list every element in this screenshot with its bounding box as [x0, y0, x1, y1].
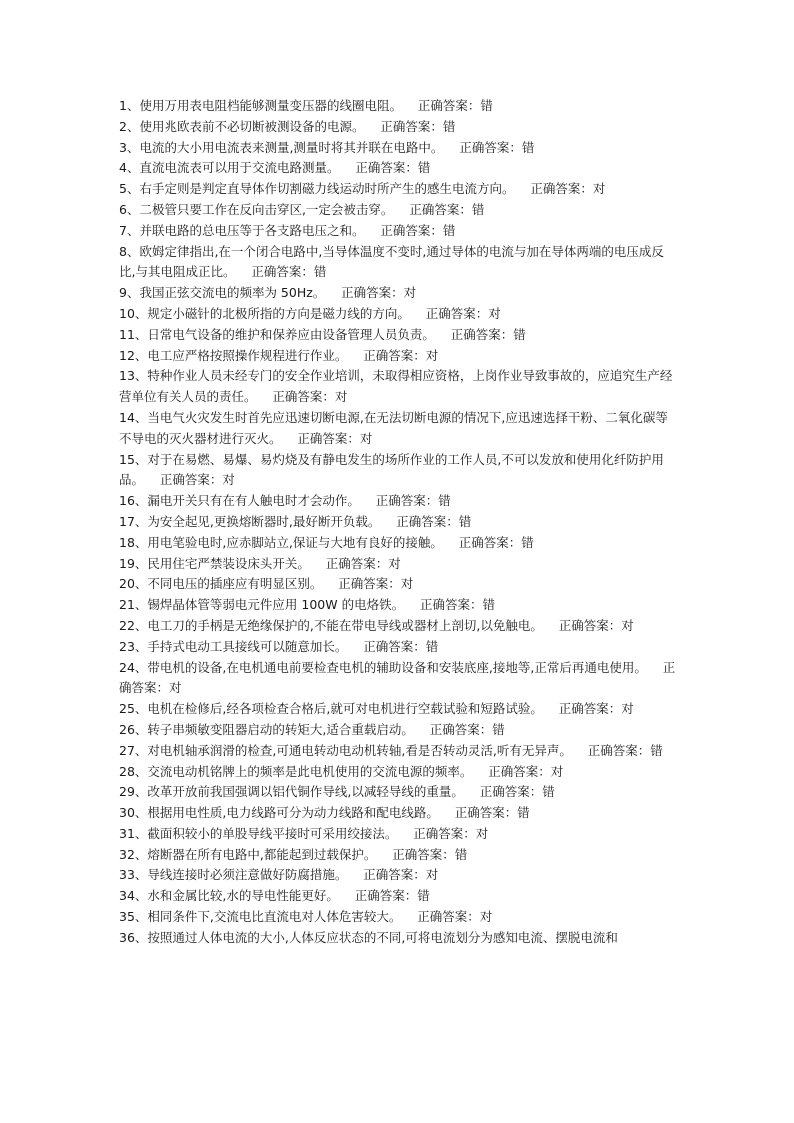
question-item: 32、熔断器在所有电路中,都能起到过载保护。 正确答案：错	[119, 846, 468, 862]
question-item: 4、直流电流表可以用于交流电路测量。 正确答案：错	[119, 160, 431, 176]
question-item: 15、对于在易燃、易爆、易灼烧及有静电发生的场所作业的工作人员,不可以发放和使用化纤防护用品。 正确答案：对	[119, 451, 664, 488]
question-item: 34、水和金属比较,水的导电性能更好。 正确答案：错	[119, 888, 430, 904]
question-item: 13、特种作业人员未经专门的安全作业培训，未取得相应资格，上岗作业导致事故的，应追究生产经营单位有关人员的责任。 正确答案：对	[119, 368, 673, 405]
question-item: 27、对电机轴承润滑的检查,可通电转动电动机转轴,看是否转动灵活,听有无异声。 正确答案：错	[119, 742, 663, 758]
question-item: 20、不同电压的插座应有明显区别。 正确答案：对	[119, 576, 414, 592]
question-item: 10、规定小磁针的北极所指的方向是磁力线的方向。 正确答案：对	[119, 305, 501, 321]
question-item: 23、手持式电动工具接线可以随意加长。 正确答案：错	[119, 638, 439, 654]
question-item: 25、电机在检修后,经各项检查合格后,就可对电机进行空载试验和短路试验。 正确答案：对	[119, 701, 634, 717]
question-item: 12、电工应严格按照操作规程进行作业。 正确答案：对	[119, 347, 439, 363]
question-item: 31、截面积较小的单股导线平接时可采用绞接法。 正确答案：对	[119, 825, 489, 841]
question-list	[119, 96, 679, 949]
question-item: 36、按照通过人体电流的大小,人体反应状态的不同,可将电流划分为感知电流、摆脱电流和	[119, 929, 618, 945]
question-item: 9、我国正弦交流电的频率为 50Hz。 正确答案：对	[119, 285, 417, 301]
question-item: 1、使用万用表电阻档能够测量变压器的线圈电阻。 正确答案：错	[119, 98, 493, 113]
question-item: 16、漏电开关只有在有人触电时才会动作。 正确答案：错	[119, 493, 451, 509]
question-item: 17、为安全起见,更换熔断器时,最好断开负载。 正确答案：错	[119, 513, 472, 529]
question-item: 19、民用住宅严禁装设床头开关。 正确答案：对	[119, 555, 401, 571]
question-item: 5、右手定则是判定直导体作切割磁力线运动时所产生的感生电流方向。 正确答案：对	[119, 181, 606, 197]
question-item: 8、欧姆定律指出,在一个闭合电路中,当导体温度不变时,通过导体的电流与加在导体两端的电压成反比,与其电阻成正比。 正确答案：错	[119, 243, 664, 280]
question-item: 21、锡焊晶体管等弱电元件应用 100W 的电烙铁。 正确答案：错	[119, 597, 495, 613]
question-item: 29、改革开放前我国强调以铝代铜作导线,以减轻导线的重量。 正确答案：错	[119, 784, 555, 800]
question-item: 33、导线连接时必须注意做好防腐措施。 正确答案：对	[119, 867, 439, 883]
question-item: 3、电流的大小用电流表来测量,测量时将其并联在电路中。 正确答案：错	[119, 139, 535, 155]
question-item: 18、用电笔验电时,应赤脚站立,保证与大地有良好的接触。 正确答案：错	[119, 534, 534, 550]
question-item: 28、交流电动机铭牌上的频率是此电机使用的交流电源的频率。 正确答案：对	[119, 763, 564, 779]
question-item: 24、带电机的设备,在电机通电前要检查电机的辅助设备和安装底座,接地等,正常后再通电使用。 正确答案：对	[119, 659, 676, 696]
question-item: 6、二极管只要工作在反向击穿区,一定会被击穿。 正确答案：错	[119, 201, 485, 217]
question-item: 14、当电气火灾发生时首先应迅速切断电源,在无法切断电源的情况下,应迅速选择干粉、二氧化碳等不导电的灭火器材进行灭火。 正确答案：对	[119, 409, 668, 446]
question-item: 11、日常电气设备的维护和保养应由设备管理人员负责。 正确答案：错	[119, 326, 526, 342]
question-item: 30、根据用电性质,电力线路可分为动力线路和配电线路。 正确答案：错	[119, 805, 530, 821]
question-item: 7、并联电路的总电压等于各支路电压之和。 正确答案：错	[119, 222, 456, 238]
question-item: 2、使用兆欧表前不必切断被测设备的电源。 正确答案：错	[119, 118, 456, 134]
question-item: 22、电工刀的手柄是无绝缘保护的,不能在带电导线或器材上剖切,以免触电。 正确答案：对	[119, 617, 634, 633]
question-item: 35、相同条件下,交流电比直流电对人体危害较大。 正确答案：对	[119, 909, 493, 925]
question-item: 26、转子串频敏变阻器启动的转矩大,适合重载启动。 正确答案：错	[119, 721, 505, 737]
